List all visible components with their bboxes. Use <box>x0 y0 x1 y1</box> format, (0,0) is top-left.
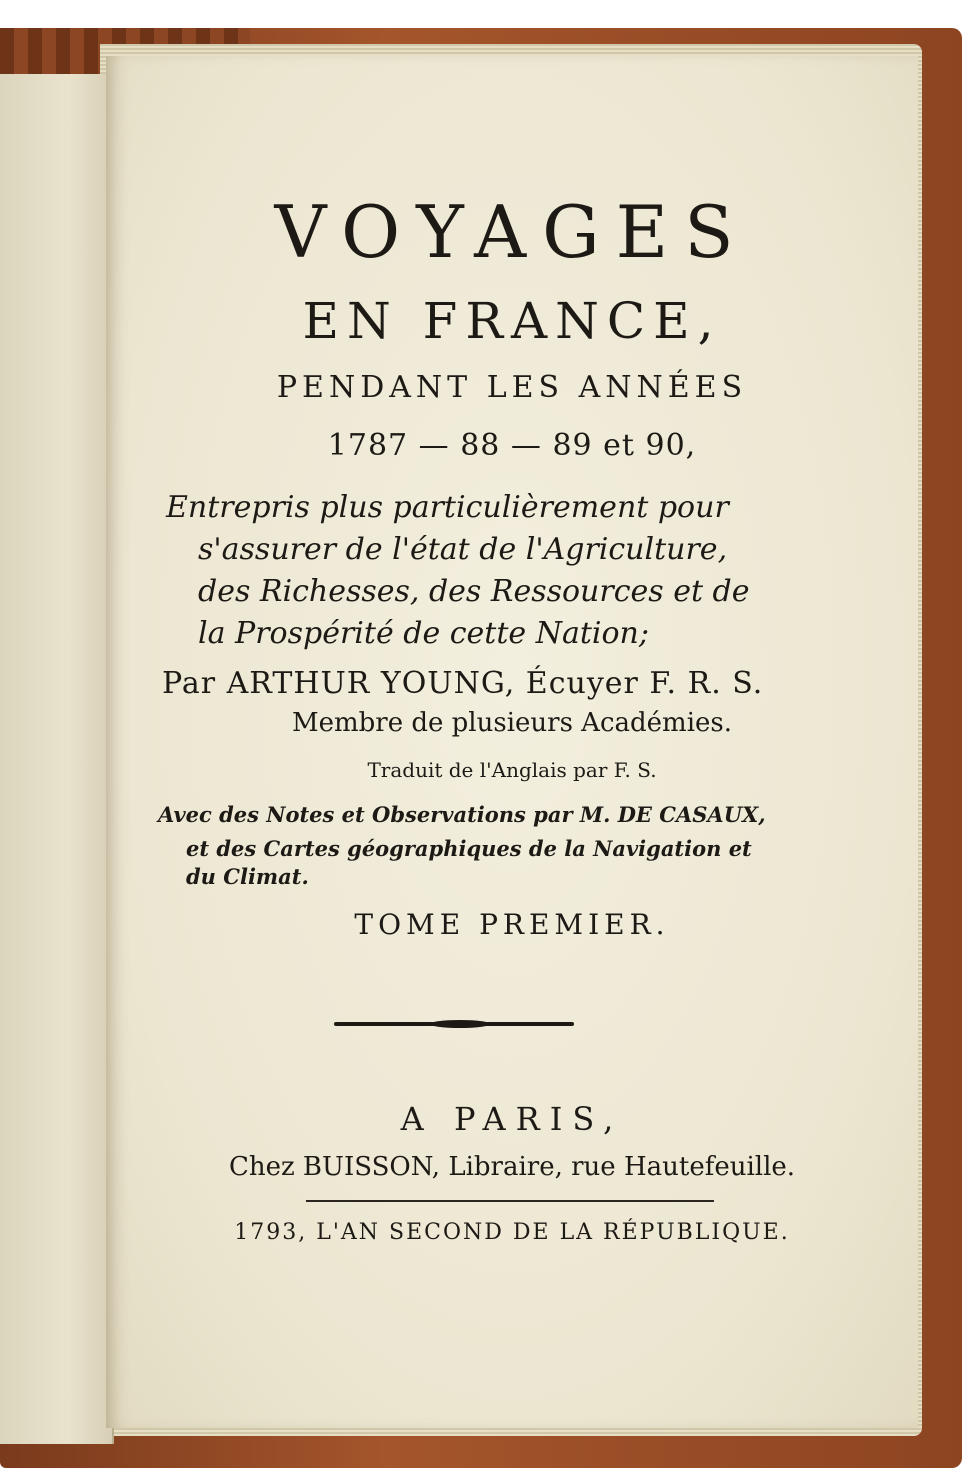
left-page <box>0 74 114 1444</box>
purpose-line: des Richesses, des Ressources et de <box>198 574 750 609</box>
volume-label: TOME PREMIER. <box>354 908 670 941</box>
imprint-rule <box>306 1200 714 1202</box>
notes-line: Avec des Notes et Observations par M. DE CASAUX, <box>158 802 766 827</box>
imprint-publisher: Chez BUISSON, Libraire, rue Hautefeuille. <box>228 1152 796 1182</box>
notes-line: et des Cartes géographiques de la Navigation et <box>186 836 752 861</box>
book-subtitle-2: PENDANT LES ANNÉES <box>276 370 748 405</box>
translator-line: Traduit de l'Anglais par F. S. <box>367 758 657 782</box>
purpose-line: Entrepris plus particulièrement pour <box>166 490 729 525</box>
imprint-date: 1793, L'AN SECOND DE LA RÉPUBLIQUE. <box>234 1220 790 1245</box>
author-membership: Membre de plusieurs Académies. <box>291 708 733 738</box>
book-years: 1787 — 88 — 89 et 90, <box>327 428 697 463</box>
book-title: VOYAGES <box>274 190 750 274</box>
title-page <box>106 56 918 1428</box>
author-line: Par ARTHUR YOUNG, Écuyer F. R. S. <box>162 666 764 701</box>
notes-line: du Climat. <box>186 864 309 889</box>
book-subtitle-1: EN FRANCE, <box>302 292 722 350</box>
purpose-line: s'assurer de l'état de l'Agriculture, <box>198 532 728 567</box>
purpose-line: la Prospérité de cette Nation; <box>198 616 649 651</box>
ornamental-rule <box>334 1022 574 1026</box>
imprint-place: A PARIS, <box>400 1100 624 1138</box>
